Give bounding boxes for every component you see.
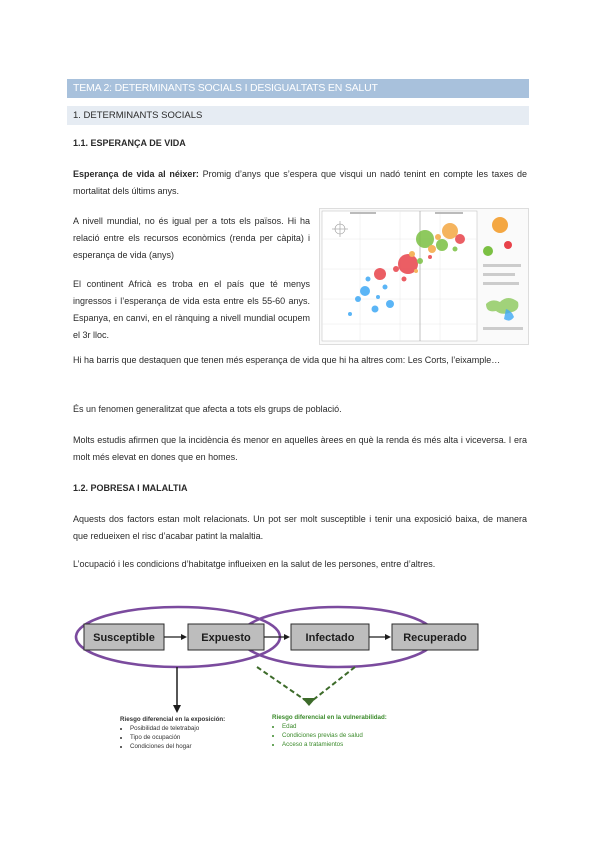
vulnerability-item: • Edad (282, 722, 387, 731)
exposure-item: • Tipo de ocupación (130, 733, 225, 742)
exposure-risk-title: Riesgo diferencial en la exposición: (120, 716, 226, 723)
stage-box-recuperado (392, 624, 478, 650)
paragraph-neighbourhoods: Hi ha barris que destaquen que tenen més esperança de vida que hi ha altres com: Les Corts, l’eixample… (73, 355, 501, 365)
vulnerability-item: • Condiciones previas de salud (282, 731, 387, 740)
section-heading: 1. DETERMINANTS SOCIALS (67, 106, 529, 125)
chapter-heading: TEMA 2: DETERMINANTS SOCIALS I DESIGUALTATS EN SALUT (67, 79, 529, 98)
definition-text: Promig d’anys que s’espera que visqui un nadó tenint en compte les taxes de mortalitat dels últims anys. (73, 169, 527, 196)
stage-label-infectado: Infectado (305, 632, 355, 644)
definition-paragraph (73, 166, 527, 200)
stage-box-susceptible (84, 624, 164, 650)
exposure-item: • Posibilidad de teletrabajo (130, 724, 225, 733)
vulnerability-risk-list (272, 713, 387, 749)
exposure-item: • Condiciones del hogar (130, 742, 225, 751)
vulnerability-item: • Acceso a tratamientos (282, 740, 387, 749)
life-expectancy-chart-graphic (320, 209, 528, 344)
paragraph-occupation: L’ocupació i les condicions d’habitatge influeixen en la salut de les persones, entre d’altres. (73, 559, 436, 569)
exposure-arrow (173, 667, 181, 713)
stage-label-expuesto: Expuesto (201, 632, 251, 644)
vulnerability-risk-title: Riesgo diferencial en la vulnerabilidad: (272, 714, 387, 721)
subsection-title-1-2: 1.2. POBRESA I MALALTIA (73, 483, 188, 493)
life-expectancy-chart (319, 208, 529, 345)
definition-term: Esperança de vida al néixer: (73, 169, 199, 179)
stage-box-infectado (291, 624, 369, 650)
exposure-risk-list (120, 715, 225, 751)
stage-label-recuperado: Recuperado (403, 632, 467, 644)
paragraph-general: És un fenomen generalitzat que afecta a tots els grups de població. (73, 404, 342, 414)
vulnerability-arrow-head (302, 698, 316, 706)
stage-box-expuesto (188, 624, 264, 650)
paragraph-poverty: Aquests dos factors estan molt relacionats. Un pot ser molt susceptible i tenir una exposició baixa, de manera que redueixen el risc d’acabar patint la malaltia. (73, 514, 527, 541)
vulnerability-arrows (257, 667, 355, 700)
paragraph-studies: Molts estudis afirmen que la incidència és menor en aquelles àrees en què la renda és més alta i viceversa. I era molt més elevat en dones que en homes. (73, 435, 527, 462)
paragraph-world: A nivell mundial, no és igual per a tots els països. Hi ha relació entre els recursos econòmics (renda per càpita) i esperança de vida (anys) (73, 216, 310, 260)
subsection-title-1-1: 1.1. ESPERANÇA DE VIDA (73, 138, 186, 148)
stage-label-susceptible: Susceptible (93, 632, 155, 644)
paragraph-africa: El continent Africà es troba en el país que té menys ingressos i l’esperança de vida esta entre els 55-60 anys. Espanya, en canvi, en el rànquing a nivell mundial ocupem el 3r lloc. (73, 279, 310, 340)
